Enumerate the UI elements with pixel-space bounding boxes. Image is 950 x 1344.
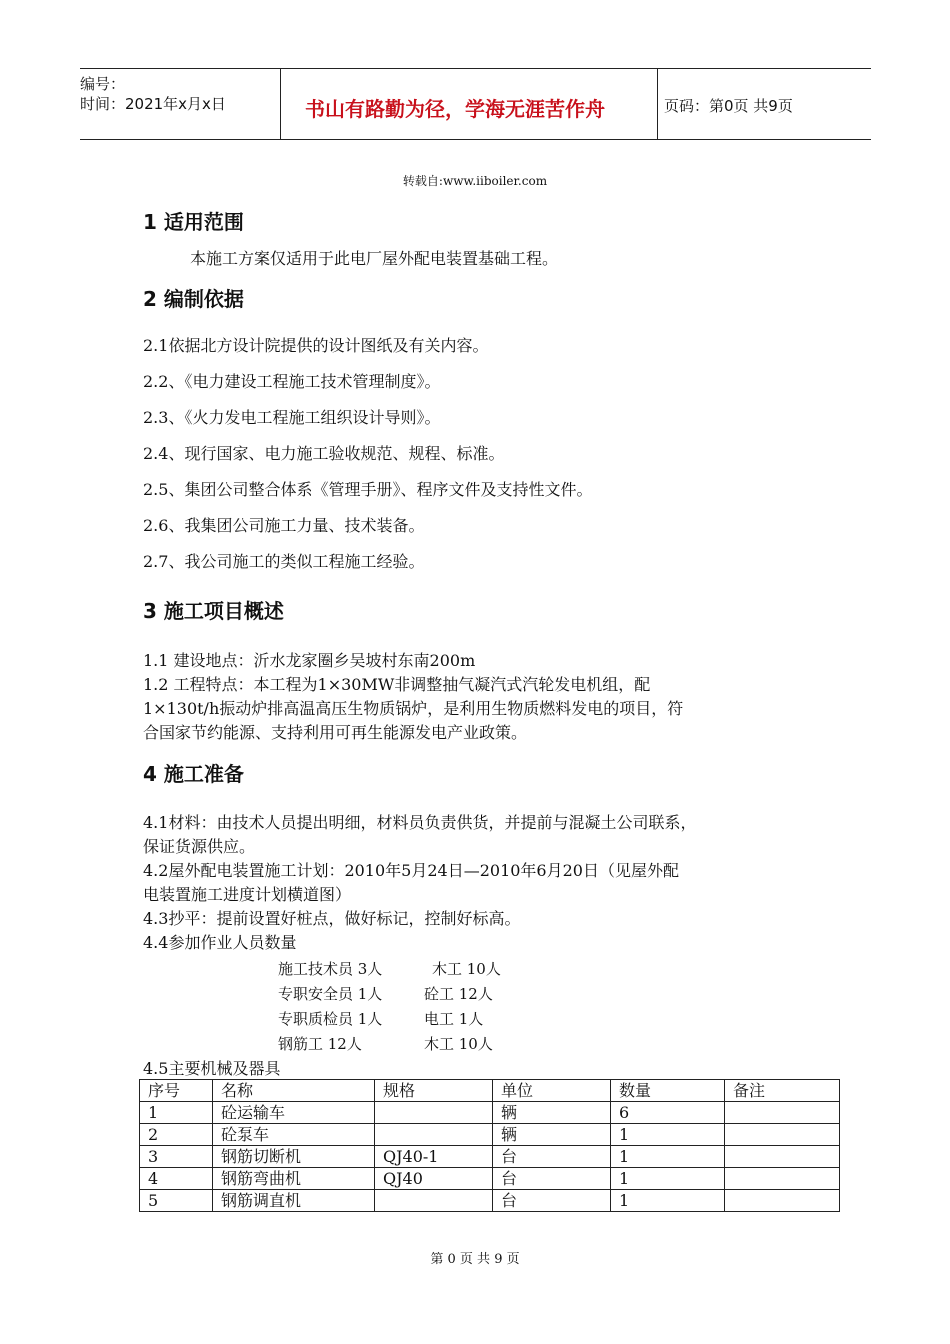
list-item: 2.1依据北方设计院提供的设计图纸及有关内容。: [143, 336, 489, 355]
table-cell: [725, 1124, 840, 1146]
paragraph-line: 1.1 建设地点：沂水龙家圈乡吴坡村东南200m: [143, 651, 476, 670]
table-cell: QJ40: [375, 1168, 493, 1190]
section-2-title: 2 编制依据: [143, 287, 244, 311]
page-footer: 第 0 页 共 9 页: [430, 1252, 520, 1267]
paragraph-line: 4.1材料：由技术人员提出明细，材料员负责供货，并提前与混凝土公司联系，: [143, 813, 697, 832]
header-right: [664, 69, 871, 139]
table-cell: 1: [611, 1124, 725, 1146]
table-cell: [375, 1190, 493, 1212]
staff-role: 木工 10人: [432, 960, 501, 978]
table-cell: 4: [140, 1168, 213, 1190]
list-item: 2.7、我公司施工的类似工程施工经验。: [143, 552, 425, 571]
paragraph-line: 1×130t/h振动炉排高温高压生物质锅炉，是利用生物质燃料发电的项目，符: [143, 699, 684, 718]
paragraph-line: 保证货源供应。: [143, 837, 256, 856]
table-cell: 6: [611, 1102, 725, 1124]
table-header-cell: 规格: [375, 1080, 493, 1102]
paragraph-line: 4.5主要机械及器具: [143, 1059, 281, 1078]
paragraph-line: 合国家节约能源、支持利用可再生能源发电产业政策。: [143, 723, 528, 742]
table-cell: QJ40-1: [375, 1146, 493, 1168]
table-cell: 钢筋切断机: [213, 1146, 375, 1168]
table-cell: [725, 1190, 840, 1212]
table-header-cell: 数量: [611, 1080, 725, 1102]
source-line: 转载自:www.iiboiler.com: [402, 174, 548, 188]
table-cell: 1: [611, 1168, 725, 1190]
list-item: 2.6、我集团公司施工力量、技术装备。: [143, 516, 425, 535]
list-item: 2.3、《火力发电工程施工组织设计导则》。: [143, 408, 441, 427]
table-cell: 台: [493, 1168, 611, 1190]
staff-role: 钢筋工 12人: [278, 1035, 362, 1053]
staff-role: 砼工 12人: [424, 985, 493, 1003]
section-1-text: 本施工方案仅适用于此电厂屋外配电装置基础工程。: [190, 249, 559, 268]
table-row: [140, 1190, 840, 1212]
table-cell: [725, 1168, 840, 1190]
paragraph-line: 1.2 工程特点：本工程为1×30MW非调整抽气凝汽式汽轮发电机组，配: [143, 675, 651, 694]
table-header-cell: 单位: [493, 1080, 611, 1102]
list-item: 2.5、集团公司整合体系《管理手册》、程序文件及支持性文件。: [143, 480, 593, 499]
table-header-cell: 备注: [725, 1080, 840, 1102]
equipment-table: [139, 1079, 840, 1212]
paragraph-line: 4.2屋外配电装置施工计划：2010年5月24日—2010年6月20日（见屋外配: [143, 861, 679, 880]
time-label: 时间：2021年x月x日: [80, 95, 226, 113]
header-left: [80, 69, 280, 144]
table-cell: 钢筋弯曲机: [213, 1168, 375, 1190]
table-cell: 3: [140, 1146, 213, 1168]
staff-role: 电工 1人: [424, 1010, 484, 1028]
table-header-cell: 序号: [140, 1080, 213, 1102]
section-4-title: 4 施工准备: [143, 762, 244, 786]
table-cell: 砼泵车: [213, 1124, 375, 1146]
page-info: 页码：第0页 共9页: [664, 97, 793, 115]
table-cell: 台: [493, 1190, 611, 1212]
table-cell: 1: [611, 1146, 725, 1168]
header-motto-cell: [280, 69, 658, 139]
table-cell: 5: [140, 1190, 213, 1212]
table-row: [140, 1102, 840, 1124]
table-cell: [725, 1102, 840, 1124]
staff-role: 木工 10人: [424, 1035, 493, 1053]
paragraph-line: 4.4参加作业人员数量: [143, 933, 297, 952]
table-cell: 1: [611, 1190, 725, 1212]
table-cell: 钢筋调直机: [213, 1190, 375, 1212]
table-cell: 2: [140, 1124, 213, 1146]
table-header-row: [140, 1080, 840, 1102]
table-cell: 1: [140, 1102, 213, 1124]
table-row: [140, 1124, 840, 1146]
table-cell: [375, 1124, 493, 1146]
motto: 书山有路勤为径，学海无涯苦作舟: [305, 97, 605, 121]
table-cell: [375, 1102, 493, 1124]
staff-role: 施工技术员 3人: [278, 960, 383, 978]
number-label: 编号：: [80, 75, 126, 93]
table-cell: 辆: [493, 1124, 611, 1146]
table-cell: 台: [493, 1146, 611, 1168]
table-header-cell: 名称: [213, 1080, 375, 1102]
page-header: [80, 68, 871, 140]
table-row: [140, 1146, 840, 1168]
table-cell: [725, 1146, 840, 1168]
staff-role: 专职质检员 1人: [278, 1010, 383, 1028]
paragraph-line: 电装置施工进度计划横道图）: [143, 885, 352, 904]
list-item: 2.4、现行国家、电力施工验收规范、规程、标准。: [143, 444, 505, 463]
paragraph-line: 4.3抄平：提前设置好桩点，做好标记，控制好标高。: [143, 909, 521, 928]
list-item: 2.2、《电力建设工程施工技术管理制度》。: [143, 372, 441, 391]
staff-role: 专职安全员 1人: [278, 985, 383, 1003]
table-row: [140, 1168, 840, 1190]
table-cell: 辆: [493, 1102, 611, 1124]
table-cell: 砼运输车: [213, 1102, 375, 1124]
section-1-title: 1 适用范围: [143, 210, 244, 234]
section-3-title: 3 施工项目概述: [143, 599, 284, 623]
